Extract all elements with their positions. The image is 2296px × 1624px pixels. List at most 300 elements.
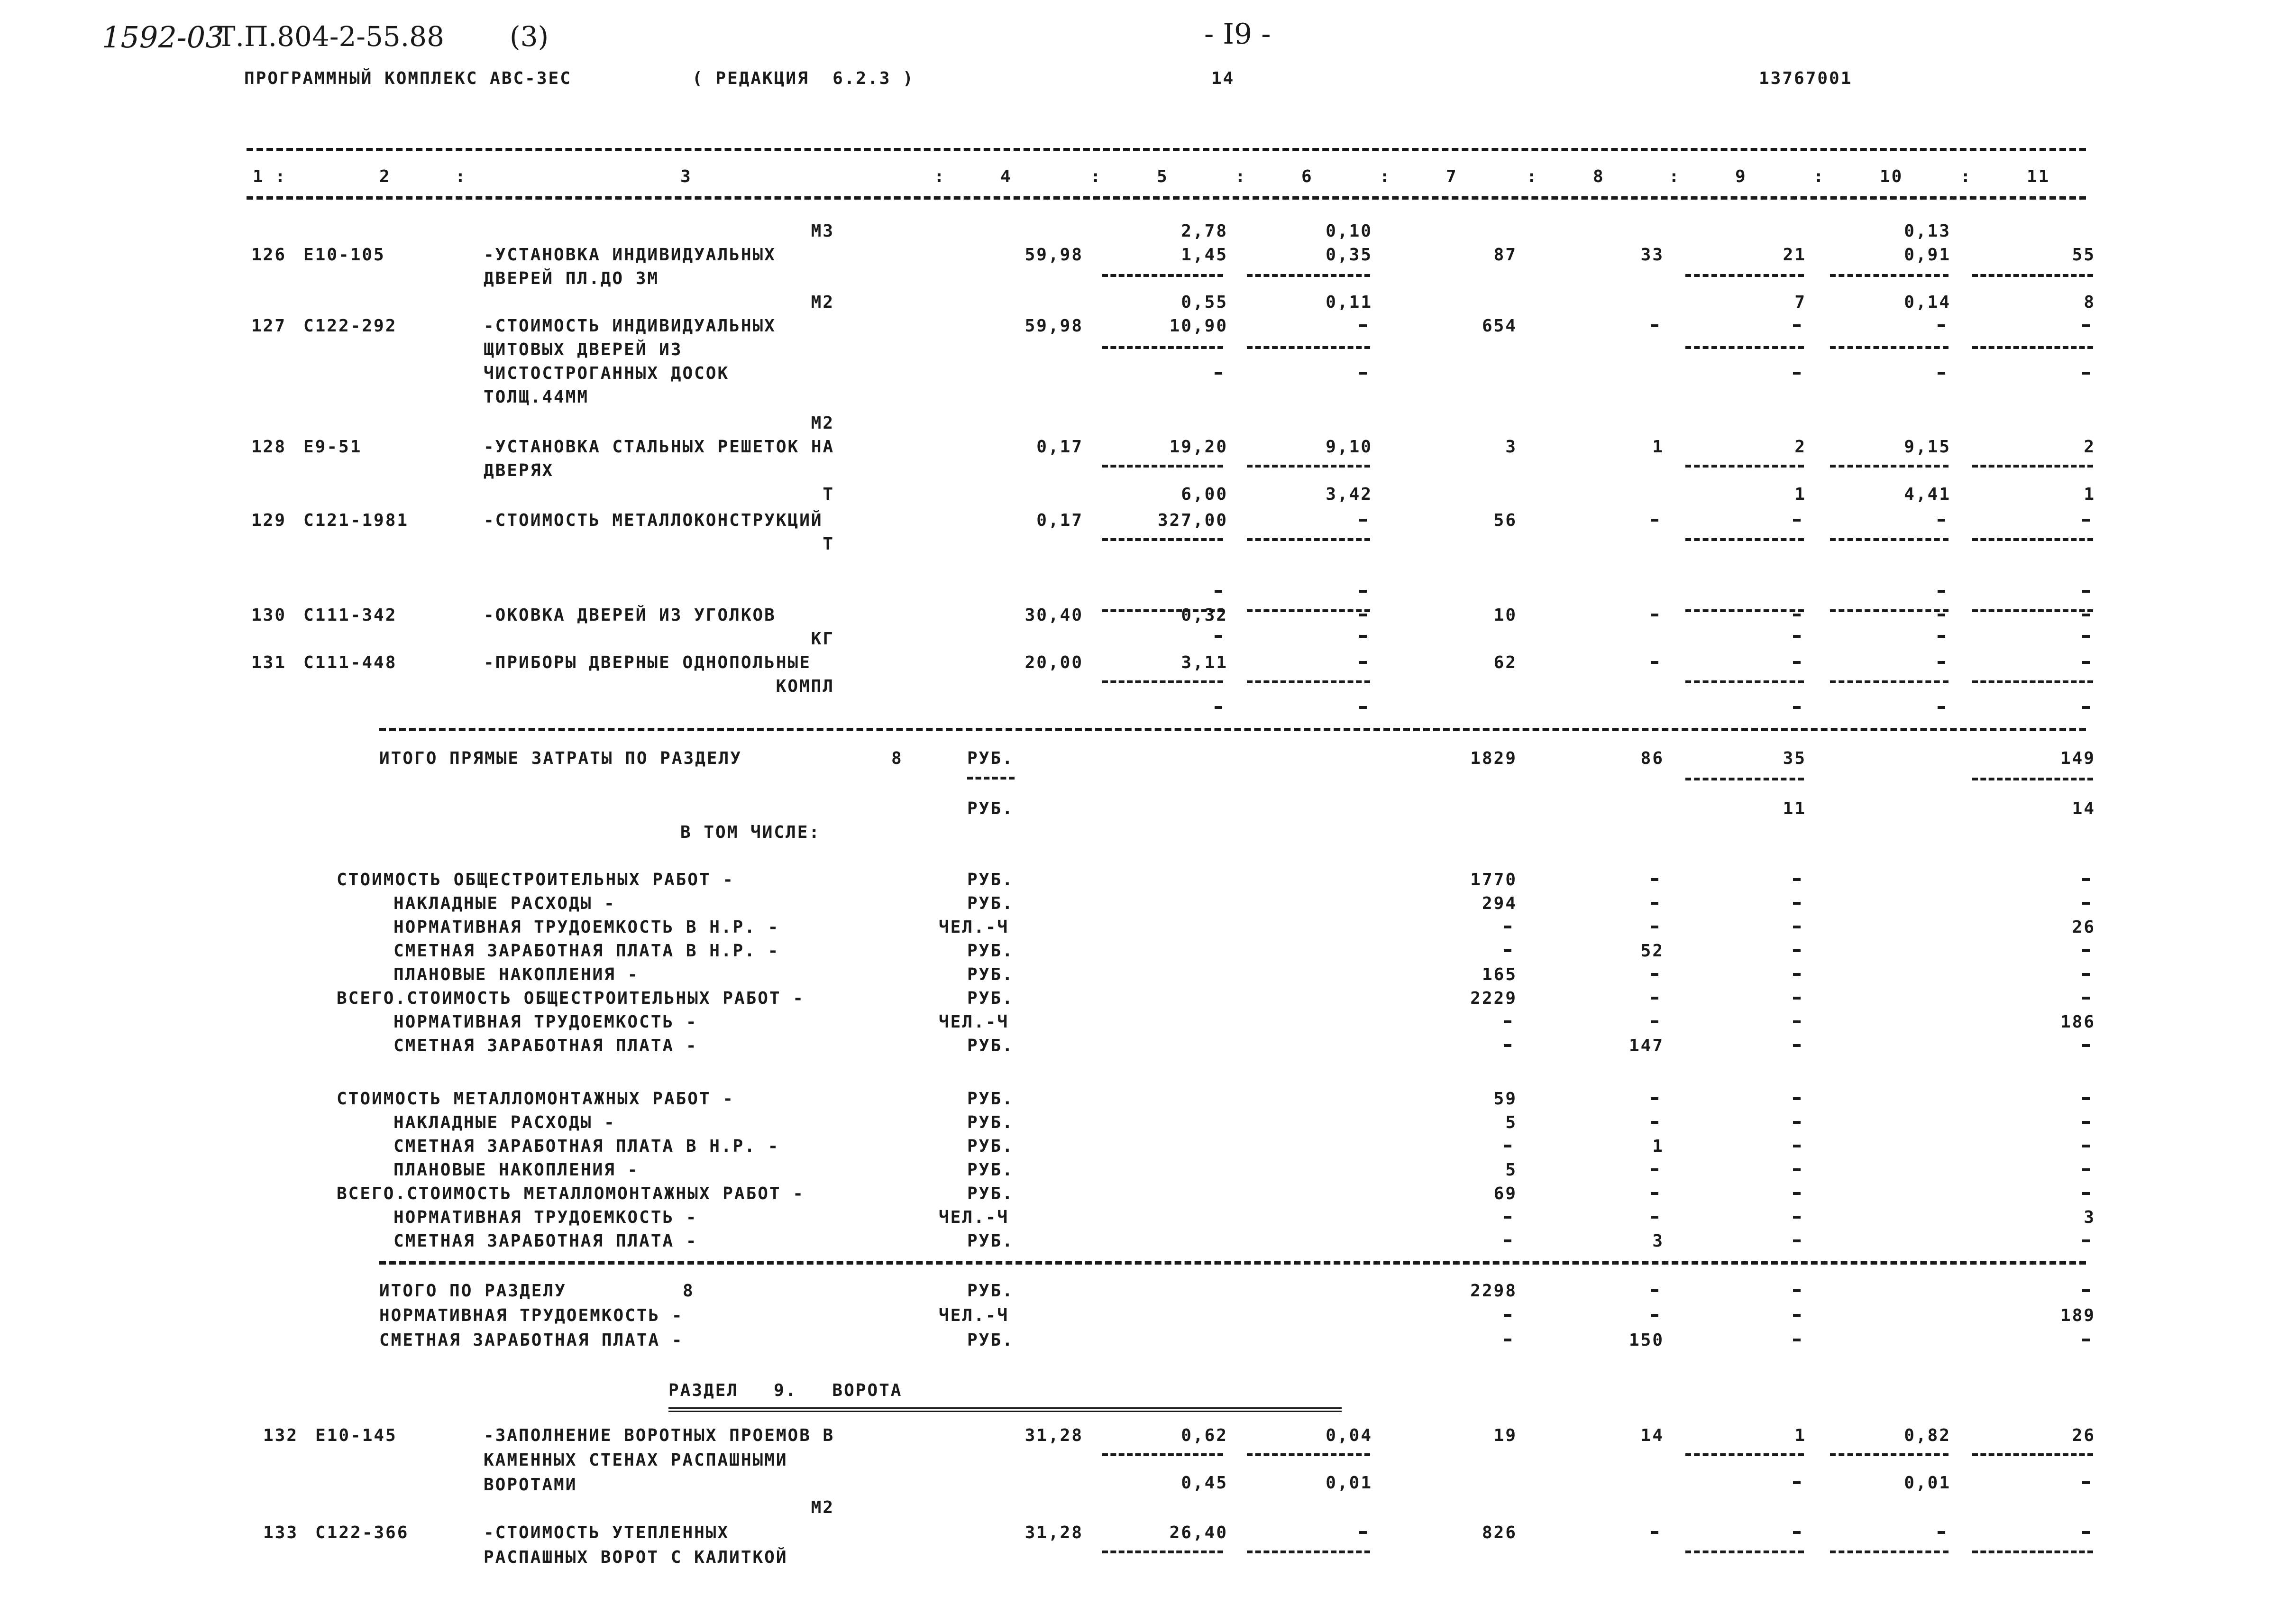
metal-cost-row-c9: [1793, 1239, 1801, 1242]
value-a: [1938, 635, 1945, 638]
sub-rule-c10: [1830, 1453, 1948, 1456]
item-126-code: Е10-105: [303, 245, 385, 265]
column-header-9: 9: [1735, 167, 1747, 186]
item-127-c5: 10,90: [1169, 316, 1228, 336]
sub-rule-c10: [1830, 274, 1948, 277]
unit-label: РУБ.: [967, 1113, 1014, 1132]
item-126-c11: 55: [2072, 245, 2095, 265]
dash: [1793, 706, 1801, 709]
general-cost-row-label: СТОИМОСТЬ ОБЩЕСТРОИТЕЛЬНЫХ РАБОТ -: [337, 870, 734, 890]
item-126-quantity: 59,98: [1025, 245, 1083, 265]
dash: [1359, 372, 1367, 375]
dash: [2082, 706, 2090, 709]
column-header-8: 8: [1593, 167, 1605, 186]
sub-rule-c10: [1830, 680, 1948, 683]
general-cost-row-c9: [1793, 902, 1801, 905]
price-a: [1359, 635, 1367, 638]
series-number: Т.П.804-2-55.88: [217, 20, 444, 53]
item-126-description: ДВЕРЕЙ ПЛ.ДО 3М: [484, 269, 659, 288]
metal-cost-row-c7: [1504, 1239, 1511, 1242]
item-132-quantity: 31,28: [1025, 1426, 1083, 1445]
general-cost-row-c9: [1793, 973, 1801, 976]
document-code: 13767001: [1759, 69, 1853, 88]
general-cost-row-c11: [2082, 1044, 2090, 1047]
price-a: 3,42: [1326, 485, 1372, 504]
item-132-c11: 26: [2072, 1426, 2095, 1445]
general-cost-row-c7: 294: [1482, 894, 1517, 913]
metal-cost-row-c7: 59: [1493, 1089, 1517, 1109]
price-a: 0,11: [1326, 293, 1372, 312]
unit-rub: РУБ.: [967, 749, 1014, 768]
general-cost-row-label: СМЕТНАЯ ЗАРАБОТНАЯ ПЛАТА -: [393, 1036, 698, 1055]
unit-label: М2: [811, 413, 834, 433]
text: 14: [2072, 799, 2095, 818]
header-bottom-rule: [247, 196, 2086, 200]
text: 0,01: [1904, 1473, 1951, 1493]
sub-rule-c5: [1102, 346, 1223, 349]
item-126-c9: 21: [1783, 245, 1806, 265]
metal-cost-row-label: ПЛАНОВЫЕ НАКОПЛЕНИЯ -: [393, 1160, 640, 1180]
item-130-c11: [2082, 614, 2090, 616]
item-133-c6: [1359, 1531, 1367, 1534]
sub-rule-c6: [1247, 346, 1370, 349]
sub-rule-c11: [1972, 609, 2093, 612]
metal-cost-row-c11: [2082, 1121, 2090, 1124]
item-128-c6: 9,10: [1326, 437, 1372, 457]
metal-cost-row-c9: [1793, 1097, 1801, 1100]
sub-rule-c6: [1247, 274, 1370, 277]
item-129-code: С121-1981: [303, 511, 409, 530]
general-cost-row-c9: [1793, 997, 1801, 1000]
direct-total-rule: [379, 728, 2086, 731]
dash: [1938, 706, 1945, 709]
metal-cost-row-c11: [2082, 1145, 2090, 1147]
sub-rule-c9: [1685, 465, 1804, 468]
item-130-c8: [1651, 614, 1658, 616]
section-total-rule: [379, 1261, 2086, 1265]
value-a: [1938, 590, 1945, 593]
price-a: 0,55: [1181, 293, 1228, 312]
item-131-c5: 3,11: [1181, 653, 1228, 672]
metal-cost-row-label: НОРМАТИВНАЯ ТРУДОЕМКОСТЬ -: [393, 1208, 698, 1227]
sub-rule-c5: [1102, 1551, 1223, 1553]
value-a: 0,13: [1904, 221, 1951, 241]
item-128-c8: 1: [1652, 437, 1664, 457]
sub-rule-c11: [1972, 465, 2093, 468]
item-130-number: 130: [251, 606, 287, 625]
column-divider: :: [275, 167, 287, 186]
general-cost-row-c9: [1793, 1020, 1801, 1023]
item-131-quantity: 20,00: [1025, 653, 1083, 672]
item-127-number: 127: [251, 316, 287, 336]
item-130-quantity: 30,40: [1025, 606, 1083, 625]
item-132-description: -ЗАПОЛНЕНИЕ ВОРОТНЫХ ПРОЕМОВ В: [484, 1426, 835, 1445]
metal-cost-row-c7: [1504, 1216, 1511, 1219]
metal-cost-row-label: СМЕТНАЯ ЗАРАБОТНАЯ ПЛАТА В Н.Р. -: [393, 1137, 780, 1156]
item-128-c9: 2: [1794, 437, 1806, 457]
unit-label: ЧЕЛ.-Ч: [939, 1012, 1009, 1032]
unit-rule: [967, 777, 1015, 780]
item-130-description: -ОКОВКА ДВЕРЕЙ ИЗ УГОЛКОВ: [484, 606, 776, 625]
item-132-description: ВОРОТАМИ: [484, 1475, 577, 1495]
metal-cost-row-c9: [1793, 1145, 1801, 1147]
item-127-description: ТОЛЩ.44ММ: [484, 387, 589, 407]
sub-rule-c6: [1247, 465, 1370, 468]
section-total-number: 8: [683, 1281, 695, 1301]
general-cost-row-c8: [1651, 878, 1658, 881]
direct-total-label: ИТОГО ПРЯМЫЕ ЗАТРАТЫ ПО РАЗДЕЛУ: [379, 749, 742, 768]
item-133-code: С122-366: [315, 1523, 409, 1542]
dash: [1793, 372, 1801, 375]
sub-rule-c10: [1830, 1551, 1948, 1553]
item-133-c10: [1938, 1531, 1945, 1534]
column-divider: :: [1669, 167, 1681, 186]
column-divider: :: [1813, 167, 1825, 186]
item-133-c11: [2082, 1531, 2090, 1534]
value-a: [2082, 590, 2090, 593]
column-header-11: 11: [2027, 167, 2050, 186]
metal-cost-row-c8: [1651, 1121, 1658, 1124]
item-128-c11: 2: [2084, 437, 2095, 457]
general-cost-row-c11: 186: [2060, 1012, 2095, 1032]
general-cost-row-label: ПЛАНОВЫЕ НАКОПЛЕНИЯ -: [393, 965, 640, 984]
dash: [1215, 372, 1222, 375]
item-128-quantity: 0,17: [1036, 437, 1083, 457]
sub-rule-c5: [1102, 609, 1223, 612]
section-title-underline: [668, 1407, 1342, 1412]
column-header-2: 2: [379, 167, 391, 186]
column-divider: :: [1380, 167, 1391, 186]
general-cost-row-c7: 2229: [1470, 989, 1517, 1008]
metal-cost-row-c7: [1504, 1145, 1511, 1147]
item-132-c5: 0,62: [1181, 1426, 1228, 1445]
general-cost-row-c11: [2082, 973, 2090, 976]
general-cost-row-c11: 26: [2072, 918, 2095, 937]
sub-rule-c11: [1972, 680, 2093, 683]
item-129-c5: 327,00: [1157, 511, 1228, 530]
unit-label: РУБ.: [967, 1281, 1014, 1301]
unit-label: ЧЕЛ.-Ч: [939, 918, 1009, 937]
general-cost-row-c8: [1651, 902, 1658, 905]
item-127-c10: [1938, 324, 1945, 327]
item-131-c9: [1793, 661, 1801, 664]
direct-total-section: 8: [891, 749, 903, 768]
section-total-c7: 2298: [1470, 1281, 1517, 1301]
general-cost-row-label: НОРМАТИВНАЯ ТРУДОЕМКОСТЬ -: [393, 1012, 698, 1032]
item-133-c5: 26,40: [1169, 1523, 1228, 1542]
sub-rule-c6: [1247, 680, 1370, 683]
item-128-number: 128: [251, 437, 287, 457]
general-cost-row-c7: [1504, 1044, 1511, 1047]
dash: [1793, 1481, 1801, 1484]
section-total-label: ИТОГО ПО РАЗДЕЛУ: [379, 1281, 567, 1301]
value-a: 1: [2084, 485, 2095, 504]
document-number: 1592-03: [102, 20, 224, 55]
item-128-c5: 19,20: [1169, 437, 1228, 457]
sub-rule-c11: [1972, 538, 2093, 541]
section-total-c9: [1793, 1289, 1801, 1292]
item-132-c10: 0,82: [1904, 1426, 1951, 1445]
text: 0,01: [1326, 1473, 1372, 1493]
item-127-description: -СТОИМОСТЬ ИНДИВИДУАЛЬНЫХ: [484, 316, 776, 336]
sub-rule-c6: [1247, 538, 1370, 541]
column-divider: :: [934, 167, 946, 186]
price-a: [1215, 590, 1222, 593]
item-132-c6: 0,04: [1326, 1426, 1372, 1445]
sub-rule-c10: [1830, 538, 1948, 541]
sub-rule-c9: [1685, 680, 1804, 683]
metal-cost-row-c8: [1651, 1097, 1658, 1100]
price-a: [1215, 635, 1222, 638]
unit-label: КОМПЛ: [776, 677, 834, 696]
item-127-c7: 654: [1482, 316, 1517, 336]
value-a: [1793, 635, 1801, 638]
unit-label: КГ: [811, 629, 834, 649]
item-127-code: С122-292: [303, 316, 397, 336]
item-127-c6: [1359, 324, 1367, 327]
general-cost-row-c7: [1504, 1020, 1511, 1023]
item-126-c10: 0,91: [1904, 245, 1951, 265]
column-header-7: 7: [1446, 167, 1458, 186]
unit-label: Т: [823, 534, 834, 554]
value-a: 0,14: [1904, 293, 1951, 312]
sub-rule-c6: [1247, 1551, 1370, 1553]
item-126-c8: 33: [1640, 245, 1664, 265]
unit-label: М2: [811, 1498, 834, 1517]
general-cost-row-label: ВСЕГО.СТОИМОСТЬ ОБЩЕСТРОИТЕЛЬНЫХ РАБОТ -: [337, 989, 805, 1008]
unit-label: РУБ.: [967, 1137, 1014, 1156]
item-127-description: ЩИТОВЫХ ДВЕРЕЙ ИЗ: [484, 340, 683, 359]
sub-rule-c9: [1685, 778, 1804, 780]
sub-rule-c9: [1685, 609, 1804, 612]
metal-cost-row-c11: [2082, 1192, 2090, 1195]
value-a: 7: [1794, 293, 1806, 312]
section-total-c11: 189: [2060, 1306, 2095, 1325]
page-number: - I9 -: [1204, 18, 1271, 51]
section-total-c7: [1504, 1339, 1511, 1341]
general-cost-row-label: НАКЛАДНЫЕ РАСХОДЫ -: [393, 894, 616, 913]
item-133-quantity: 31,28: [1025, 1523, 1083, 1542]
general-cost-row-c9: [1793, 949, 1801, 952]
unit-label: Т: [823, 485, 834, 504]
item-128-description: -УСТАНОВКА СТАЛЬНЫХ РЕШЕТОК НА: [484, 437, 835, 457]
unit-label: РУБ.: [967, 989, 1014, 1008]
column-divider: :: [1090, 167, 1102, 186]
sub-rule-c10: [1830, 609, 1948, 612]
section-total-label: СМЕТНАЯ ЗАРАБОТНАЯ ПЛАТА -: [379, 1330, 684, 1350]
general-cost-row-c7: 165: [1482, 965, 1517, 984]
general-cost-row-c8: 147: [1628, 1036, 1664, 1055]
general-cost-row-c8: [1651, 926, 1658, 928]
item-133-c9: [1793, 1531, 1801, 1534]
section-total-c8: [1651, 1314, 1658, 1317]
unit-label: РУБ.: [967, 1330, 1014, 1350]
item-130-c5: 0,32: [1181, 606, 1228, 625]
item-129-c7: 56: [1493, 511, 1517, 530]
sub-rule-c9: [1685, 1551, 1804, 1553]
item-132-number: 132: [263, 1426, 299, 1445]
general-cost-row-c11: [2082, 997, 2090, 1000]
item-132-c8: 14: [1640, 1426, 1664, 1445]
metal-cost-row-c7: 69: [1493, 1184, 1517, 1203]
item-132-code: Е10-145: [315, 1426, 397, 1445]
column-header-6: 6: [1301, 167, 1313, 186]
section-9-title: РАЗДЕЛ 9. ВОРОТА: [668, 1381, 903, 1400]
metal-cost-row-c9: [1793, 1192, 1801, 1195]
value-a: 1: [1794, 485, 1806, 504]
sub-rule-c5: [1102, 465, 1223, 468]
table-top-rule: [247, 148, 2086, 151]
column-divider: :: [1960, 167, 1972, 186]
sub-rule-c6: [1247, 1453, 1370, 1456]
direct-total-c7: 1829: [1470, 749, 1517, 768]
unit-label: РУБ.: [967, 1089, 1014, 1109]
item-133-c7: 826: [1482, 1523, 1517, 1542]
dash: [2082, 1481, 2090, 1484]
general-cost-row-label: НОРМАТИВНАЯ ТРУДОЕМКОСТЬ В Н.Р. -: [393, 918, 780, 937]
item-127-c9: [1793, 324, 1801, 327]
metal-cost-row-c8: 3: [1652, 1231, 1664, 1251]
general-cost-row-label: СМЕТНАЯ ЗАРАБОТНАЯ ПЛАТА В Н.Р. -: [393, 941, 780, 961]
general-cost-row-c8: 52: [1640, 941, 1664, 961]
general-cost-row-c9: [1793, 1044, 1801, 1047]
metal-cost-row-c7: 5: [1505, 1113, 1517, 1132]
unit-label: ЧЕЛ.-Ч: [939, 1306, 1009, 1325]
item-129-c10: [1938, 519, 1945, 522]
item-127-c11: [2082, 324, 2090, 327]
metal-cost-row-label: НАКЛАДНЫЕ РАСХОДЫ -: [393, 1113, 616, 1132]
item-126-c6: 0,35: [1326, 245, 1372, 265]
value-a: [2082, 635, 2090, 638]
metal-cost-row-c9: [1793, 1168, 1801, 1171]
dash: [2082, 372, 2090, 375]
metal-cost-row-c11: [2082, 1097, 2090, 1100]
sub-rule-c10: [1830, 465, 1948, 468]
unit-rub: РУБ.: [967, 799, 1014, 818]
sub-rule-c5: [1102, 680, 1223, 683]
program-edition: ( РЕДАКЦИЯ 6.2.3 ): [692, 69, 915, 88]
unit-label: РУБ.: [967, 870, 1014, 890]
item-132-c7: 19: [1493, 1426, 1517, 1445]
item-133-c8: [1651, 1531, 1658, 1534]
item-131-c6: [1359, 661, 1367, 664]
item-131-c7: 62: [1493, 653, 1517, 672]
metal-cost-row-c8: 1: [1652, 1137, 1664, 1156]
sub-rule-c5: [1102, 274, 1223, 277]
unit-label: РУБ.: [967, 1160, 1014, 1180]
general-cost-row-c7: 1770: [1470, 870, 1517, 890]
item-126-c5: 1,45: [1181, 245, 1228, 265]
item-130-code: С111-342: [303, 606, 397, 625]
item-129-c9: [1793, 519, 1801, 522]
item-133-number: 133: [263, 1523, 299, 1542]
column-header-1: 1: [253, 167, 265, 186]
section-total-c9: [1793, 1339, 1801, 1341]
item-131-description: -ПРИБОРЫ ДВЕРНЫЕ ОДНОПОЛЬНЫЕ: [484, 653, 811, 672]
item-131-c11: [2082, 661, 2090, 664]
unit-label: РУБ.: [967, 1036, 1014, 1055]
program-name: ПРОГРАММНЫЙ КОМПЛЕКС АВС-ЗЕС: [244, 69, 572, 88]
dash: [1938, 372, 1945, 375]
unit-label: РУБ.: [967, 1231, 1014, 1251]
value-a: 8: [2084, 293, 2095, 312]
item-130-c6: [1359, 614, 1367, 616]
unit-label: РУБ.: [967, 1184, 1014, 1203]
item-126-c7: 87: [1493, 245, 1517, 265]
section-total-c8: 150: [1628, 1330, 1664, 1350]
metal-cost-row-label: СМЕТНАЯ ЗАРАБОТНАЯ ПЛАТА -: [393, 1231, 698, 1251]
item-133-description: -СТОИМОСТЬ УТЕПЛЕННЫХ: [484, 1523, 730, 1542]
item-130-c7: 10: [1493, 606, 1517, 625]
sub-rule-c11: [1972, 1551, 2093, 1553]
direct-total-c11: 149: [2060, 749, 2095, 768]
text: 0,45: [1181, 1473, 1228, 1493]
general-cost-row-c7: [1504, 926, 1511, 928]
sub-rule-c11: [1972, 1453, 2093, 1456]
item-131-c8: [1651, 661, 1658, 664]
sub-rule-c9: [1685, 274, 1804, 277]
sub-rule-c5: [1102, 1453, 1223, 1456]
metal-cost-row-c7: 5: [1505, 1160, 1517, 1180]
section-total-c11: [2082, 1339, 2090, 1341]
section-total-c8: [1651, 1289, 1658, 1292]
item-128-c7: 3: [1505, 437, 1517, 457]
column-header-4: 4: [1000, 167, 1012, 186]
column-header-5: 5: [1157, 167, 1169, 186]
text: 11: [1783, 799, 1806, 818]
sub-rule-c10: [1830, 346, 1948, 349]
item-126-number: 126: [251, 245, 287, 265]
column-divider: :: [455, 167, 467, 186]
price-a: 2,78: [1181, 221, 1228, 241]
sub-rule-c11: [1972, 346, 2093, 349]
item-131-number: 131: [251, 653, 287, 672]
price-a: 0,10: [1326, 221, 1372, 241]
dash: [1215, 706, 1222, 709]
dash: [1359, 706, 1367, 709]
column-header-3: 3: [680, 167, 692, 186]
section-total-c7: [1504, 1314, 1511, 1317]
unit-label: РУБ.: [967, 965, 1014, 984]
metal-cost-row-c11: 3: [2084, 1208, 2095, 1227]
general-cost-row-c11: [2082, 878, 2090, 881]
metal-cost-row-c8: [1651, 1168, 1658, 1171]
unit-label: РУБ.: [967, 894, 1014, 913]
item-133-description: РАСПАШНЫХ ВОРОТ С КАЛИТКОЙ: [484, 1548, 788, 1567]
sub-rule-c11: [1972, 778, 2093, 780]
section-total-c9: [1793, 1314, 1801, 1317]
item-131-c10: [1938, 661, 1945, 664]
sub-rule-c11: [1972, 274, 2093, 277]
price-a: [1359, 590, 1367, 593]
metal-cost-row-label: СТОИМОСТЬ МЕТАЛЛОМОНТАЖНЫХ РАБОТ -: [337, 1089, 734, 1109]
sub-rule-c9: [1685, 346, 1804, 349]
column-divider: :: [1235, 167, 1247, 186]
direct-total-c9: 35: [1783, 749, 1806, 768]
sub-rule-c5: [1102, 538, 1223, 541]
column-header-10: 10: [1880, 167, 1903, 186]
metal-cost-row-label: ВСЕГО.СТОИМОСТЬ МЕТАЛЛОМОНТАЖНЫХ РАБОТ -: [337, 1184, 805, 1203]
general-cost-row-c11: [2082, 949, 2090, 952]
sub-rule-c9: [1685, 538, 1804, 541]
general-cost-row-c9: [1793, 926, 1801, 928]
general-cost-row-c9: [1793, 878, 1801, 881]
item-129-c6: [1359, 519, 1367, 522]
metal-cost-row-c11: [2082, 1168, 2090, 1171]
metal-cost-row-c11: [2082, 1239, 2090, 1242]
item-127-quantity: 59,98: [1025, 316, 1083, 336]
general-cost-row-c8: [1651, 997, 1658, 1000]
